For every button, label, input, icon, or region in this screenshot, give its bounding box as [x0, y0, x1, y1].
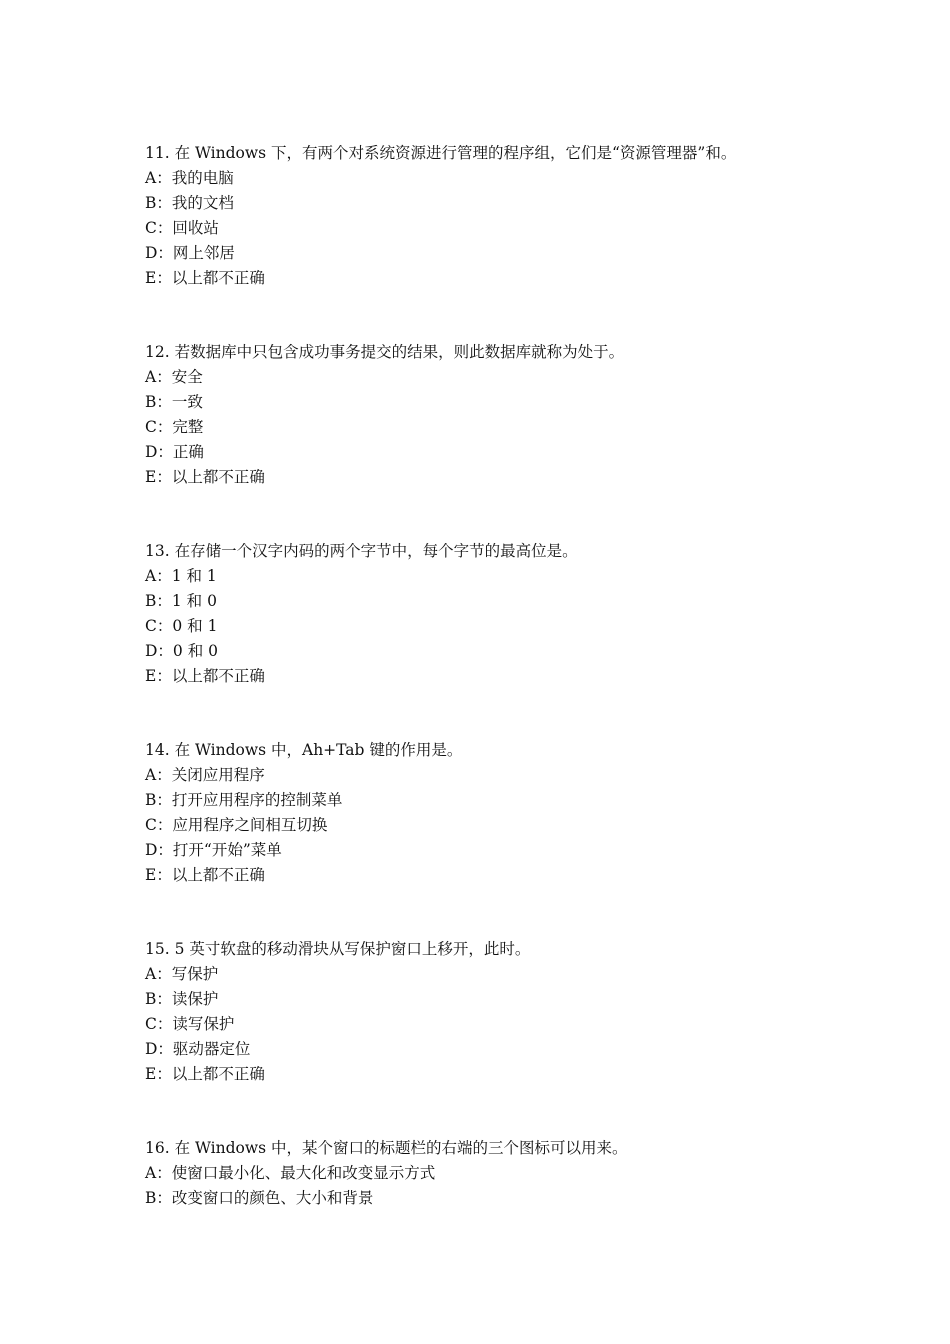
option-c: C：回收站 — [145, 219, 219, 237]
question-11 — [145, 141, 736, 291]
question-14 — [145, 738, 462, 888]
option-a: A：1 和 1 — [145, 567, 217, 585]
option-b: B：我的文档 — [145, 194, 234, 212]
question-12 — [145, 340, 624, 490]
question-text: 11. 在 Windows 下，有两个对系统资源进行管理的程序组，它们是“资源管理器”和。 — [145, 144, 737, 162]
question-13 — [145, 539, 578, 689]
option-c: C：应用程序之间相互切换 — [145, 816, 328, 834]
option-e: E：以上都不正确 — [145, 667, 265, 685]
question-text: 15. 5 英寸软盘的移动滑块从写保护窗口上移开，此时。 — [145, 940, 531, 958]
option-e: E：以上都不正确 — [145, 468, 265, 486]
question-text: 12. 若数据库中只包含成功事务提交的结果，则此数据库就称为处于。 — [145, 343, 625, 361]
option-a: A：我的电脑 — [145, 169, 234, 187]
option-e: E：以上都不正确 — [145, 866, 265, 884]
option-d: D：打开“开始”菜单 — [145, 841, 282, 859]
option-d: D：正确 — [145, 443, 204, 461]
question-text: 13. 在存储一个汉字内码的两个字节中，每个字节的最高位是。 — [145, 542, 578, 560]
option-e: E：以上都不正确 — [145, 1065, 265, 1083]
question-15 — [145, 937, 530, 1087]
option-b: B：读保护 — [145, 990, 219, 1008]
option-b: B：一致 — [145, 393, 203, 411]
option-d: D：网上邻居 — [145, 244, 235, 262]
question-text: 14. 在 Windows 中，Ah+Tab 键的作用是。 — [145, 741, 463, 759]
question-text: 16. 在 Windows 中，某个窗口的标题栏的右端的三个图标可以用来。 — [145, 1139, 628, 1157]
option-a: A：写保护 — [145, 965, 219, 983]
option-c: C：0 和 1 — [145, 617, 218, 635]
option-b: B：打开应用程序的控制菜单 — [145, 791, 343, 809]
option-d: D：驱动器定位 — [145, 1040, 251, 1058]
question-16 — [145, 1136, 628, 1211]
option-b: B：改变窗口的颜色、大小和背景 — [145, 1189, 374, 1207]
option-b: B：1 和 0 — [145, 592, 217, 610]
option-e: E：以上都不正确 — [145, 269, 265, 287]
option-a: A：使窗口最小化、最大化和改变显示方式 — [145, 1164, 436, 1182]
option-d: D：0 和 0 — [145, 642, 219, 660]
option-c: C：完整 — [145, 418, 204, 436]
option-a: A：安全 — [145, 368, 203, 386]
option-c: C：读写保护 — [145, 1015, 235, 1033]
option-a: A：关闭应用程序 — [145, 766, 265, 784]
